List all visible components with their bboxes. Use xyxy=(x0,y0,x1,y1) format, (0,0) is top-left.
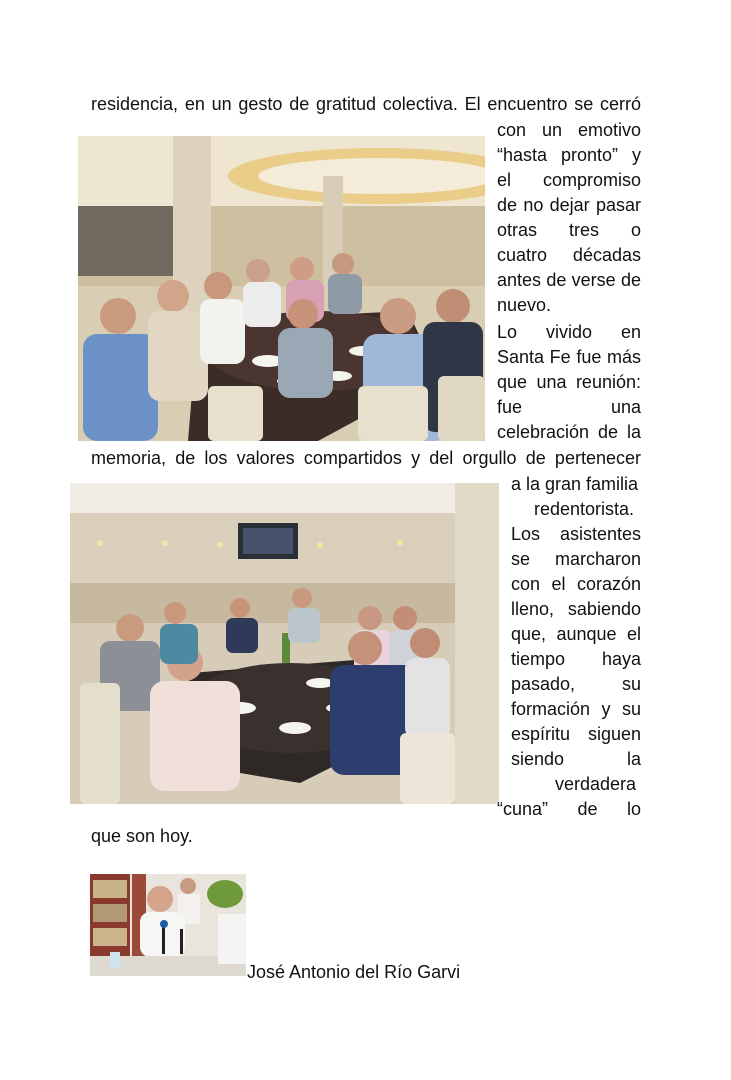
article-line: residencia, en un gesto de gratitud colectiva. El encuentro se cerró xyxy=(91,94,641,114)
article-line: fue una xyxy=(497,397,641,417)
article-line: el compromiso xyxy=(497,170,641,190)
author-photo xyxy=(90,874,246,976)
article-line: pasado, su xyxy=(511,674,641,694)
article-line: que, aunque el xyxy=(511,624,641,644)
article-line: a la gran familia xyxy=(511,474,639,494)
article-line: celebración de la xyxy=(497,422,641,442)
article-line: Los asistentes xyxy=(511,524,641,544)
article-line: “hasta pronto” y xyxy=(497,145,641,165)
article-line: nuevo. xyxy=(497,295,552,315)
article-line: con el corazón xyxy=(511,574,641,594)
article-line: lleno, sabiendo xyxy=(511,599,641,619)
article-line: antes de verse de xyxy=(497,270,641,290)
article-line: cuatro décadas xyxy=(497,245,641,265)
article-line: memoria, de los valores compartidos y del orgullo de pertenecer xyxy=(91,448,641,468)
article-line: se marcharon xyxy=(511,549,641,569)
article-line: con un emotivo xyxy=(497,120,641,140)
article-line: espíritu siguen xyxy=(511,724,641,744)
article-line: que una reunión: xyxy=(497,372,641,392)
group-dinner-photo-2 xyxy=(70,483,499,804)
article-line: que son hoy. xyxy=(91,826,193,846)
article-line: Santa Fe fue más xyxy=(497,347,641,367)
article-line: Lo vivido en xyxy=(497,322,641,342)
author-name: José Antonio del Río Garvi xyxy=(247,962,461,982)
article-line: tiempo haya xyxy=(511,649,641,669)
article-line: redentorista. xyxy=(534,499,635,519)
group-dinner-photo-1 xyxy=(78,136,485,441)
article-line: otras tres o xyxy=(497,220,641,240)
article-line: verdadera xyxy=(555,774,637,794)
article-line: formación y su xyxy=(511,699,641,719)
article-line: de no dejar pasar xyxy=(497,195,641,215)
article-line: “cuna” de lo xyxy=(497,799,641,819)
article-line: siendo la xyxy=(511,749,641,769)
